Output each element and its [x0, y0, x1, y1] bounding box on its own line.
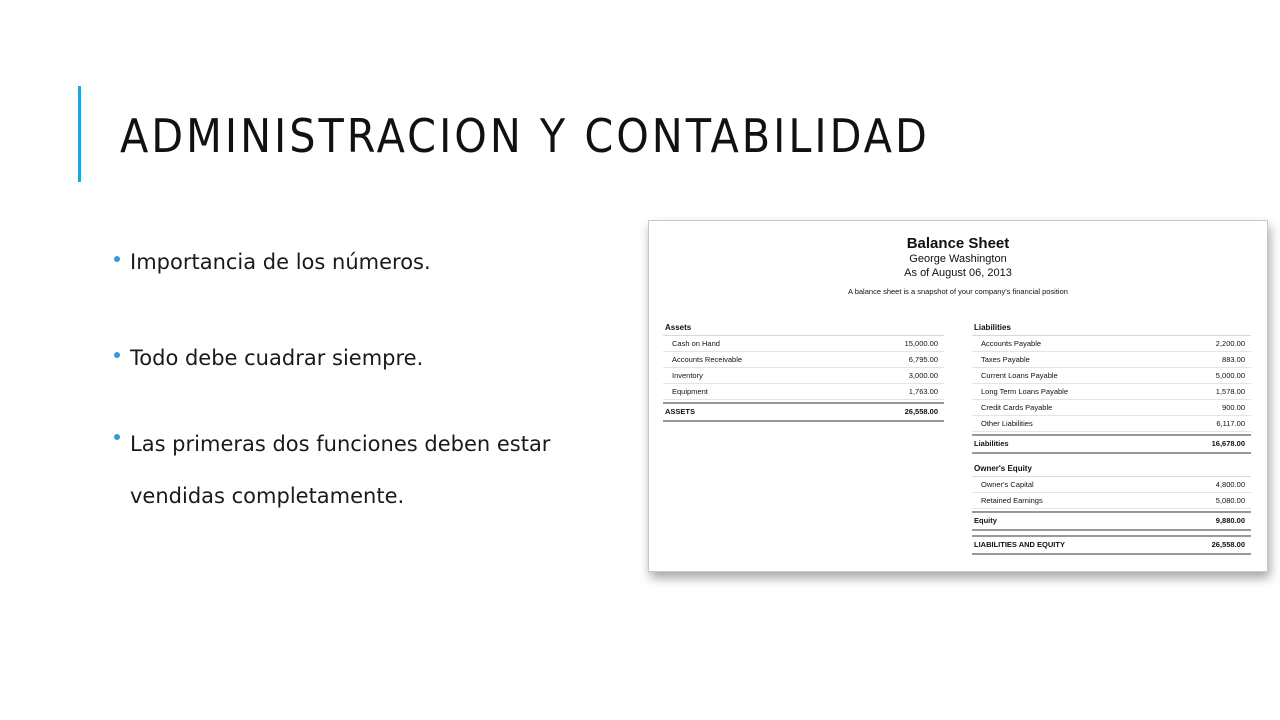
- assets-column: [663, 321, 944, 422]
- row-value: 883.00: [1222, 355, 1245, 364]
- balance-sheet-title: Balance Sheet: [906, 235, 1010, 252]
- bullet-text: Las primeras dos funciones deben estar vendidas completamente.: [130, 432, 551, 508]
- table-row: [663, 368, 944, 384]
- total-label: LIABILITIES AND EQUITY: [974, 540, 1065, 549]
- table-row: [972, 400, 1251, 416]
- bullet-text: Todo debe cuadrar siempre.: [130, 346, 424, 370]
- row-value: 5,080.00: [1215, 496, 1245, 505]
- table-row: [972, 368, 1251, 384]
- total-value: 26,558.00: [1211, 540, 1245, 549]
- balance-sheet-date: As of August 06, 2013: [904, 267, 1012, 279]
- row-value: 6,117.00: [1216, 419, 1245, 428]
- row-label: Credit Cards Payable: [981, 403, 1053, 412]
- bullet-dot: [114, 352, 120, 358]
- assets-heading: Assets: [663, 321, 944, 336]
- row-label: Accounts Payable: [981, 339, 1042, 348]
- row-label: Current Loans Payable: [981, 371, 1058, 380]
- row-label: Taxes Payable: [981, 355, 1030, 364]
- row-label: Cash on Hand: [672, 339, 720, 348]
- bullet-dot: [114, 256, 120, 262]
- row-label: Retained Earnings: [981, 496, 1043, 505]
- table-row: [972, 352, 1251, 368]
- row-value: 6,795.00: [908, 355, 938, 364]
- bullet-item: [114, 418, 610, 522]
- table-row: [663, 352, 944, 368]
- total-value: 9,880.00: [1215, 516, 1245, 525]
- total-value: 26,558.00: [904, 407, 938, 416]
- table-row: [663, 336, 944, 352]
- row-value: 2,200.00: [1215, 339, 1245, 348]
- total-label: Liabilities: [974, 439, 1009, 448]
- liabilities-column: [972, 321, 1251, 555]
- balance-sheet-image: [648, 220, 1268, 572]
- equity-heading: Owner's Equity: [972, 462, 1251, 477]
- table-row: [972, 384, 1251, 400]
- slide-title: ADMINISTRACION Y CONTABILIDAD: [120, 109, 930, 163]
- total-value: 16,678.00: [1211, 439, 1245, 448]
- title-accent-bar: [78, 86, 81, 182]
- bullet-item: [114, 240, 614, 284]
- row-label: Other Liabilities: [981, 419, 1033, 428]
- equity-total-row: [972, 511, 1251, 531]
- row-label: Inventory: [672, 371, 703, 380]
- total-label: ASSETS: [665, 407, 696, 416]
- row-label: Owner's Capital: [981, 480, 1034, 489]
- grand-total-row: [972, 535, 1251, 555]
- total-label: Equity: [974, 516, 997, 525]
- balance-sheet-owner: George Washington: [909, 253, 1007, 265]
- table-row: [663, 384, 944, 400]
- bullet-item: [114, 336, 614, 380]
- balance-sheet-note: A balance sheet is a snapshot of your company's financial position: [848, 287, 1068, 296]
- row-label: Accounts Receivable: [672, 355, 743, 364]
- bullet-text: Importancia de los números.: [130, 250, 431, 274]
- liabilities-heading: Liabilities: [972, 321, 1251, 336]
- row-value: 1,763.00: [908, 387, 938, 396]
- liabilities-total-row: [972, 434, 1251, 454]
- row-label: Equipment: [672, 387, 708, 396]
- row-value: 1,578.00: [1215, 387, 1245, 396]
- table-row: [972, 416, 1251, 432]
- bullet-list: [114, 240, 614, 574]
- row-value: 3,000.00: [908, 371, 938, 380]
- table-row: [972, 336, 1251, 352]
- assets-total-row: [663, 402, 944, 422]
- row-value: 15,000.00: [904, 339, 938, 348]
- row-value: 4,800.00: [1215, 480, 1245, 489]
- table-row: [972, 493, 1251, 509]
- row-value: 900.00: [1222, 403, 1245, 412]
- row-label: Long Term Loans Payable: [981, 387, 1069, 396]
- table-row: [972, 477, 1251, 493]
- row-value: 5,000.00: [1215, 371, 1245, 380]
- bullet-dot: [114, 434, 120, 440]
